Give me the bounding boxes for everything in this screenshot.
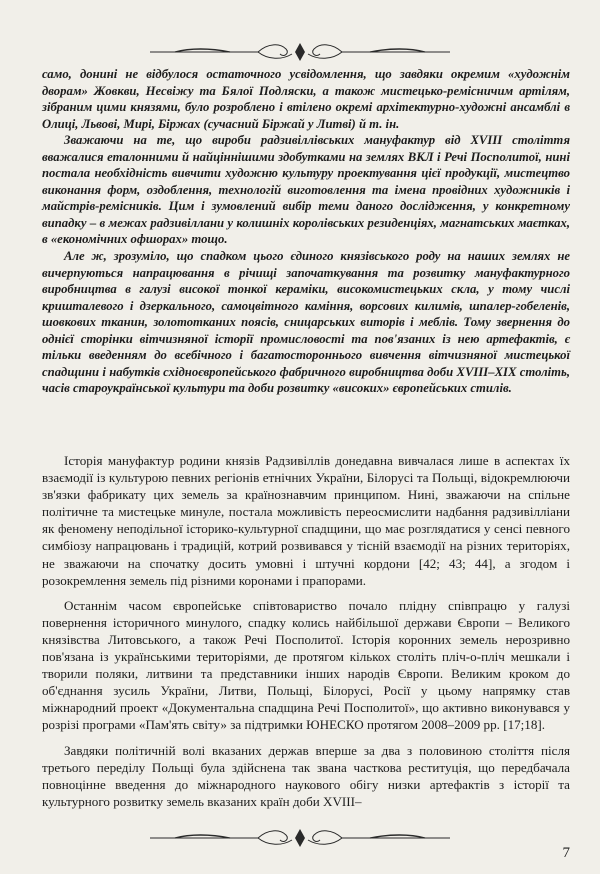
italic-paragraph-1: само, донині не відбулося остаточного усвідомлення, що завдяки окремим «художнім дворам» Жовкви, Несвіжу та Бялої Подляски, а також мистецько-ремісничим артілям, зібраним цими князями, було розроблено і втілено окремі архітектурно-художні ансамблі в Олиці, Львові, Мирі, Біржах (сучасний Біржай у Литві) й т. ін. <box>42 67 570 131</box>
regular-paragraph-1: Історія мануфактур родини князів Радзивіллів донедавна вивчалася лише в аспектах їх взаємодії із культурою певних регіонів етнічних України, Білорусі та Польщі, відокремлюючи зв'язки фабрикату цих земель за країнознавчим принципом. Нині, зважаючи на спільне політичне та мистецьке минуле, постала можливість переосмислити надбання радзивілліани як феномену неподільної історико-культурної спадщини, що має розглядатися у сенсі певного симбіозу напрацювань і традицій, котрий розвивався у тісній взаємодії на різних територіях, не зважаючи на спочатку досить умовні і штучні кордони [42; 43; 44], а згодом і розокремлення земель під різними коронами і прапорами. <box>42 453 570 588</box>
italic-text-section <box>42 66 570 397</box>
top-ornament-divider <box>0 34 600 70</box>
regular-text-section <box>42 452 570 810</box>
regular-paragraph-3: Завдяки політичній волі вказаних держав вперше за два з половиною століття після третього переділу Польщі була здійснена так звана часткова реституція, що передбачала повноцінне введення до міжнародного наукового обігу низки артефактів з історії та культурного розвитку земель вказаних країн доби XVIII– <box>42 742 570 809</box>
italic-paragraph-2: Зважаючи на те, що вироби радзивіллівських мануфактур від XVIII століття вважалися еталонними й найціннішими здобутками на землях ВКЛ і Речі Посполитої, нині постала необхідність вивчити художню культуру проектування цієї продукції, мистецтво виконання форм, оздоблення, технологій виготовлення та імена провідних художників і майстрів-ремісників. Цим і зумовлений вибір теми даного дослідження, у конкретному випадку – в межах радзивіллани у колишніх королівських резиденціях, магнатських маєтках, в «економічних офшорах» тощо. <box>42 133 570 247</box>
italic-paragraph-3: Але ж, зрозуміло, що спадком цього єдиного князівського роду на наших землях не вичерпуються напрацювання в річищі започаткування та розвитку мануфактурного виробництва в галузі високої тонкої кераміки, високомистецьких скла, у тому числі кришталевого і дзеркального, самоцвітного каміння, ворсових килимів, шпалер-гобеленів, шовкових тканин, золототканих поясів, сницарських виторів і меблів. Тому звернення до однієї сторінки вітчизняної історії промисловості та пов'язаних із нею артефактів, є тільки введенням до всебічного і багатостороннього вивчення вітчизняної мистецької спадщини і набутків східноєвропейського фабричного виробництва доби XVIII–XIX століть, часів староукраїнської культури та доби розвитку «високих» європейських стилів. <box>42 249 570 396</box>
regular-paragraph-2: Останнім часом європейське співтовариство почало плідну співпрацю у галузі повернення історичного минулого, спадку колись найбільшої держави Європи – Великого князівства Литовського, а також Речі Посполитої. Історія коронних земель нерозривно пов'язана із українськими територіями, де протягом кількох століть пліч-о-пліч мешкали і творили поляки, литвини та представники інших народів Європи. Великим кроком до об'єднання зусиль України, Литви, Польщі, Білорусі, Росії у цьому напрямку став міжнародний проект «Документальна спадщина Речі Посполитої», що активно виконувався у розрізі програми «Пам'ять світу» за підтримки ЮНЕСКО протягом 2008–2009 рр. [17;18]. <box>42 597 570 733</box>
page-number: 7 <box>562 845 570 861</box>
bottom-ornament-divider <box>0 820 600 856</box>
